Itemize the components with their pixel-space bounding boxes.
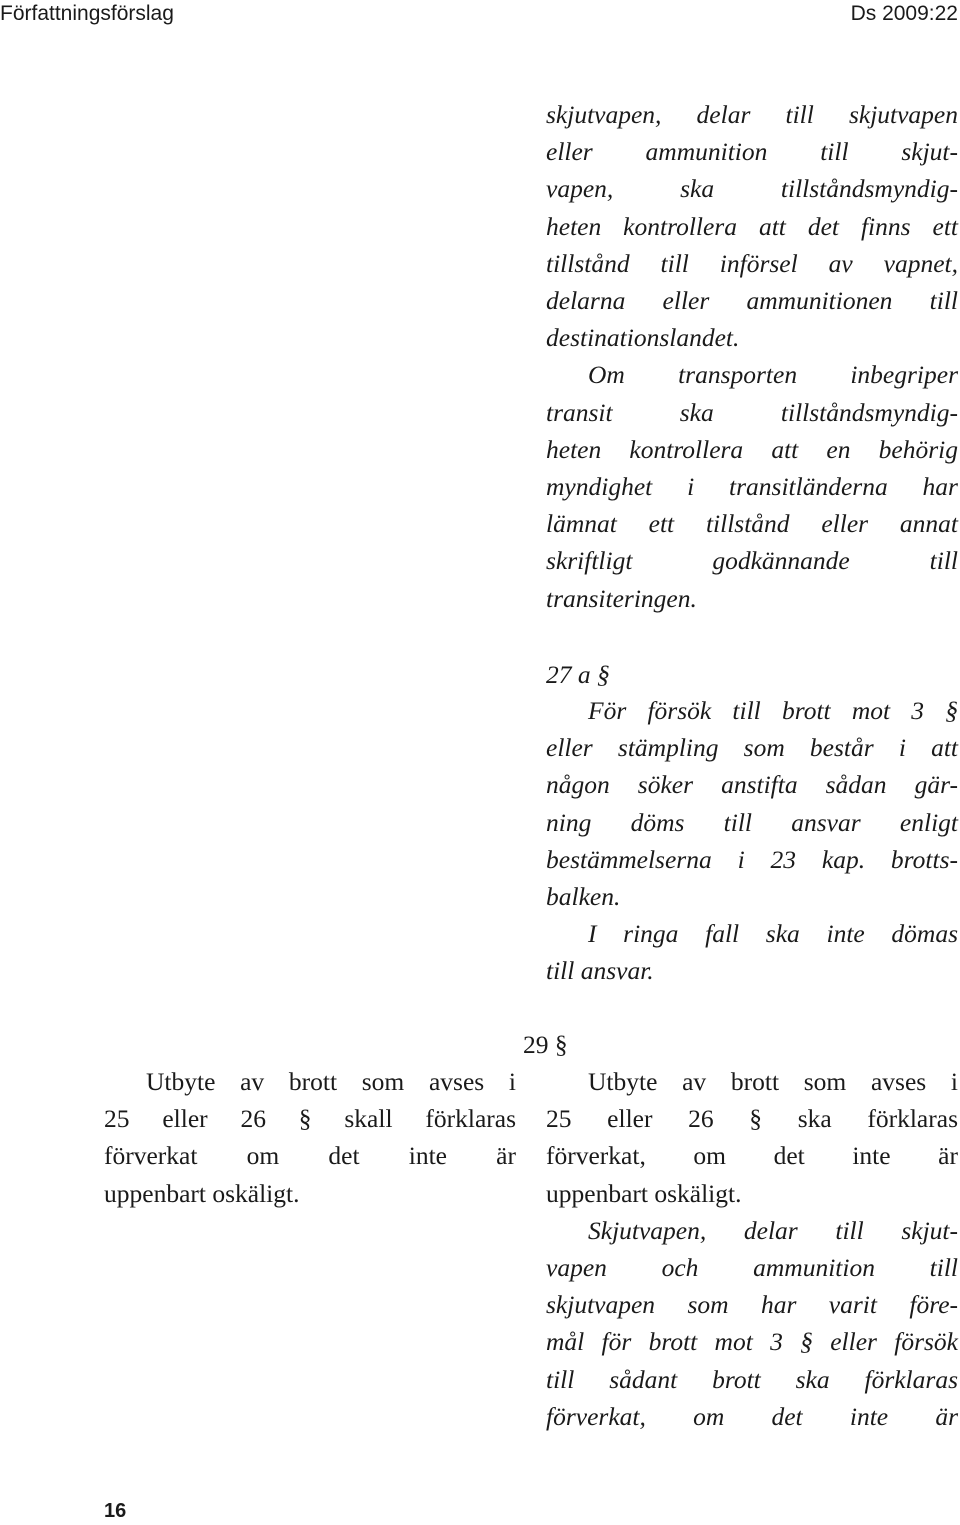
section-29-body (546, 1063, 958, 1435)
text-line: transiteringen. (546, 583, 697, 613)
running-header-document-id: Ds 2009:22 (850, 2, 958, 25)
text-line: skriftligt godkännande till (546, 546, 958, 576)
paragraph-minor-cases (546, 915, 958, 989)
text-line: lämnat ett tillstånd eller annat (546, 509, 958, 539)
text-line: För försök till brott mot 3 § (588, 696, 958, 725)
paragraph-import-permit (546, 96, 958, 356)
text-line: 25 eller 26 § ska förklaras (546, 1104, 958, 1134)
text-line: någon söker anstifta sådan gär- (546, 770, 958, 800)
text-line: myndighet i transitländerna har (546, 472, 958, 502)
text-line: förverkat, om det inte är (546, 1401, 958, 1431)
text-line: eller ammunition till skjut- (546, 137, 958, 167)
paragraph-weapons-forfeiture (546, 1212, 958, 1435)
text-line: skjutvapen, delar till skjutvapen (546, 100, 958, 129)
section-27a-body (546, 692, 958, 990)
text-line: bestämmelserna i 23 kap. brotts- (546, 844, 958, 874)
page-number: 16 (104, 1500, 127, 1522)
text-line: uppenbart oskäligt. (104, 1178, 300, 1208)
paragraph-transit (546, 356, 958, 616)
text-line: Utbyte av brott som avses i (146, 1067, 516, 1096)
text-line: destinationslandet. (546, 323, 740, 353)
text-line: uppenbart oskäligt. (546, 1178, 742, 1208)
text-line: Om transporten inbegriper (588, 360, 958, 390)
text-line: 25 eller 26 § skall förklaras (104, 1104, 516, 1134)
text-line: eller stämpling som består i att (546, 733, 958, 763)
text-line: tillstånd till införsel av vapnet, (546, 248, 958, 278)
text-line: förverkat, om det inte är (546, 1141, 958, 1171)
text-line: delarna eller ammunitionen till (546, 286, 958, 316)
text-line: vapen och ammunition till (546, 1253, 958, 1283)
paragraph-forfeiture-current (104, 1063, 516, 1212)
text-line: mål för brott mot 3 § eller försök (546, 1327, 958, 1357)
text-line: heten kontrollera att det finns ett (546, 211, 958, 241)
current-text-column (104, 1063, 516, 1212)
text-line: I ringa fall ska inte dömas (588, 919, 958, 949)
text-line: Skjutvapen, delar till skjut- (588, 1215, 958, 1245)
text-line: ning döms till ansvar enligt (546, 807, 958, 837)
text-line: transit ska tillståndsmyndig- (546, 397, 958, 427)
text-line: skjutvapen som har varit före- (546, 1290, 958, 1320)
section-heading-29: 29 § (523, 1030, 568, 1059)
text-line: till ansvar. (546, 956, 654, 986)
paragraph-forfeiture-proposed (546, 1063, 958, 1212)
text-line: till sådant brott ska förklaras (546, 1364, 958, 1394)
text-line: förverkat om det inte är (104, 1141, 516, 1171)
text-line: Utbyte av brott som avses i (588, 1067, 958, 1096)
proposed-text-column (546, 96, 958, 617)
text-line: balken. (546, 882, 621, 912)
text-line: vapen, ska tillståndsmyndig- (546, 174, 958, 204)
running-header-title: Författningsförslag (0, 2, 174, 25)
paragraph-attempt-liability (546, 692, 958, 915)
text-line: heten kontrollera att en behörig (546, 434, 958, 464)
section-heading-27a: 27 a § (546, 660, 610, 689)
